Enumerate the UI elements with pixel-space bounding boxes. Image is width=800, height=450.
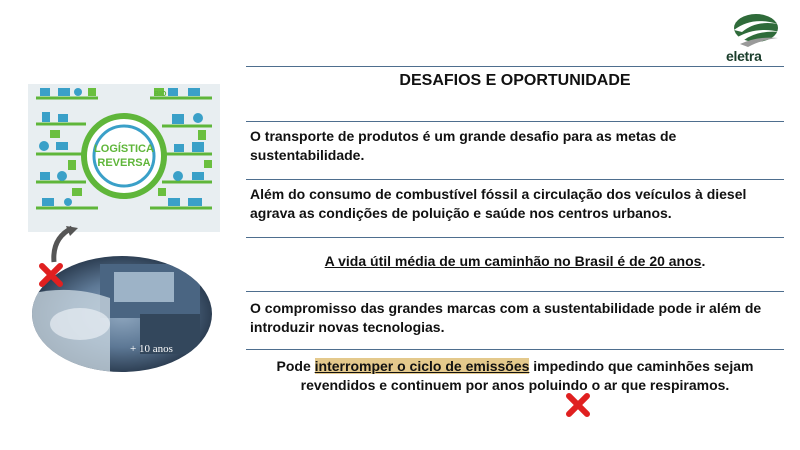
- divider: [246, 237, 784, 238]
- divider: [246, 66, 784, 67]
- red-x-icon: [38, 262, 64, 288]
- truck-caption: + 10 anos: [130, 343, 173, 355]
- paragraph-fuel: Além do consumo de combustível fóssil a circulação dos veículos à diesel agrava as condições de poluição e saúde nos centros urbanos.: [250, 186, 747, 221]
- infographic-bio: BIO: [154, 91, 167, 98]
- divider: [246, 179, 784, 180]
- paragraph-commitment: O compromisso das grandes marcas com a sustentabilidade pode ir além de introduzir novas tecnologias.: [250, 300, 762, 335]
- logo-text: eletra: [726, 48, 762, 64]
- logistica-reversa-infographic: [28, 84, 220, 232]
- slide-title: DESAFIOS E OPORTUNIDADE: [399, 72, 631, 89]
- paragraph-truck-life: [250, 252, 780, 271]
- emissions-post: impedindo que caminhões sejam revendidos e continuem por anos poluindo o ar que respiramos.: [300, 358, 754, 393]
- emissions-highlight: interromper o ciclo de emissões: [314, 358, 530, 374]
- divider: [246, 121, 784, 122]
- emissions-pre: Pode: [276, 358, 315, 374]
- red-x-icon: [565, 392, 591, 418]
- truck-life-period: .: [701, 253, 706, 269]
- truck-life-text: A vida útil média de um caminhão no Brasil é de 20 anos: [324, 253, 702, 269]
- divider: [246, 349, 784, 350]
- infographic-line2: REVERSA: [97, 157, 151, 169]
- paragraph-transport: O transporte de produtos é um grande desafio para as metas de sustentabilidade.: [250, 128, 677, 163]
- paragraph-emissions: [250, 357, 780, 395]
- infographic-line1: LOGÍSTICA: [94, 143, 154, 155]
- divider: [246, 291, 784, 292]
